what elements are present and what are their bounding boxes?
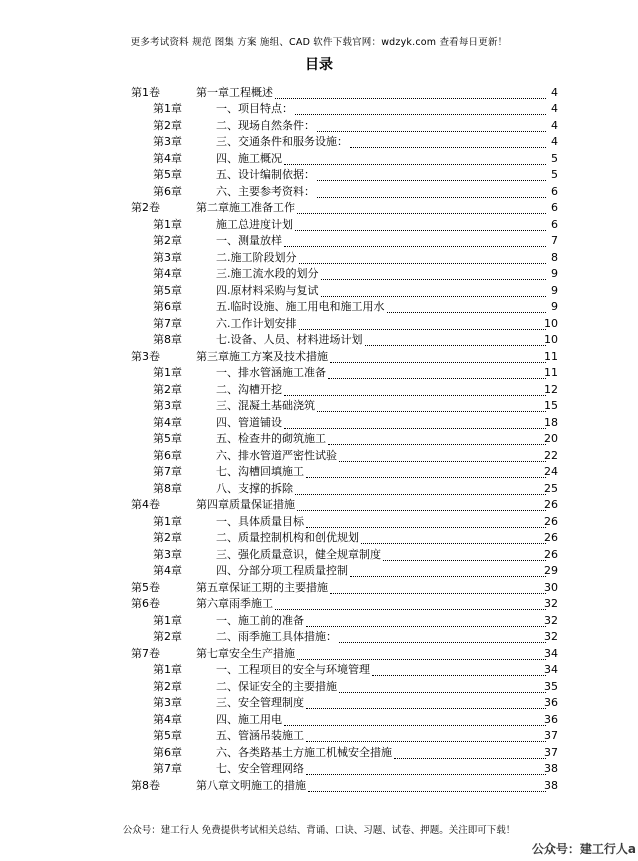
toc-entry-number: 第1章	[153, 663, 182, 676]
toc-chapter-entry[interactable]	[0, 627, 638, 644]
page-header: 更多考试资料 规范 图集 方案 施组、CAD 软件下载官网：wdzyk.com 查看每日更新！	[130, 37, 508, 48]
toc-entry-title: 五、设计编制依据：	[216, 168, 315, 181]
page-footer: 公众号：建工行人 免费提供考试相关总结、背诵、口诀、习题、试卷、押题。关注即可下载！	[122, 825, 516, 836]
toc-entry-title: 七.设备、人员、材料进场计划	[216, 333, 363, 346]
toc-entry-title: 第八章文明施工的措施	[196, 778, 306, 792]
toc-entry-title: 五.临时设施、施工用电和施工用水	[216, 300, 385, 313]
toc-entry-number: 第1章	[153, 102, 182, 115]
toc-leader-dots	[299, 320, 547, 330]
toc-chapter-entry[interactable]	[0, 297, 638, 314]
toc-entry-number: 第4章	[153, 151, 182, 165]
toc-leader-dots	[284, 155, 546, 165]
toc-page-number: 7	[551, 234, 558, 247]
toc-page-number: 6	[551, 217, 558, 231]
toc-entry-number: 第3章	[153, 547, 182, 561]
toc-page-number: 37	[544, 729, 558, 742]
toc-entry-title: 三、交通条件和服务设施：	[216, 135, 348, 148]
toc-chapter-entry[interactable]	[0, 363, 638, 380]
toc-entry-title: 第六章雨季施工	[196, 597, 273, 610]
toc-page-number: 35	[544, 679, 558, 693]
toc-entry-title-line	[196, 597, 548, 610]
toc-chapter-entry[interactable]	[0, 247, 638, 264]
toc-entry-title: 三、安全管理制度	[216, 696, 304, 709]
toc-entry-number: 第2章	[153, 679, 182, 693]
toc-entry-number: 第6章	[153, 184, 182, 198]
toc-entry-number: 第3章	[153, 399, 182, 412]
toc-page-number: 5	[551, 151, 558, 165]
toc-leader-dots	[361, 534, 546, 544]
toc-entry-title: 六、各类路基土方施工机械安全措施	[216, 745, 392, 759]
toc-entry-title: 一、工程项目的安全与环境管理	[216, 663, 370, 676]
toc-leader-dots	[330, 584, 546, 594]
toc-entry-title-line	[216, 416, 548, 429]
toc-chapter-entry[interactable]	[0, 676, 638, 693]
toc-page-number: 4	[551, 135, 558, 148]
toc-entry-number: 第5章	[153, 729, 182, 742]
toc-entry-title-line	[216, 218, 548, 231]
toc-chapter-entry[interactable]	[0, 693, 638, 710]
toc-entry-title-line	[216, 548, 548, 561]
toc-chapter-entry[interactable]	[0, 280, 638, 297]
toc-entry-number: 第4章	[153, 712, 182, 726]
toc-entry-title-line	[216, 680, 548, 693]
toc-leader-dots	[284, 237, 546, 247]
toc-volume-entry[interactable]	[0, 198, 638, 215]
toc-entry-number: 第2章	[153, 234, 182, 247]
toc-entry-number: 第7卷	[131, 646, 160, 660]
toc-entry-title: 二、质量控制机构和创优规划	[216, 531, 359, 544]
toc-entry-title-line	[216, 482, 548, 495]
toc-page-number: 9	[551, 267, 558, 280]
toc-entry-title: 三.施工流水段的划分	[216, 267, 319, 280]
toc-entry-number: 第6章	[153, 300, 182, 313]
toc-entry-title: 八、支撑的拆除	[216, 481, 293, 495]
toc-entry-title: 一、排水管涵施工准备	[216, 366, 326, 379]
toc-entry-title: 二、保证安全的主要措施	[216, 679, 337, 693]
toc-page-number: 18	[544, 415, 558, 429]
toc-leader-dots	[306, 732, 546, 742]
toc-entry-title-line	[196, 86, 548, 99]
toc-entry-title-line	[216, 119, 548, 132]
toc-leader-dots	[295, 105, 546, 115]
toc-entry-title-line	[216, 234, 548, 247]
toc-entry-title-line	[216, 713, 548, 726]
toc-chapter-entry[interactable]	[0, 660, 638, 677]
toc-entry-title: 七、沟槽回填施工	[216, 465, 304, 478]
toc-entry-title: 四、管道铺设	[216, 415, 282, 429]
toc-chapter-entry[interactable]	[0, 115, 638, 132]
toc-entry-number: 第5卷	[131, 580, 160, 594]
toc-chapter-entry[interactable]	[0, 412, 638, 429]
toc-page-number: 30	[544, 580, 558, 594]
toc-chapter-entry[interactable]	[0, 148, 638, 165]
toc-entry-title: 五、管涵吊装施工	[216, 729, 304, 742]
toc-page-number: 36	[544, 696, 558, 709]
toc-entry-number: 第2章	[153, 630, 182, 643]
toc-entry-title-line	[216, 432, 548, 445]
toc-page-number: 34	[544, 646, 558, 660]
toc-entry-title: 第四章质量保证措施	[196, 498, 295, 511]
toc-page-number: 24	[544, 465, 558, 478]
toc-entry-title-line	[216, 663, 548, 676]
toc-leader-dots	[306, 699, 546, 709]
toc-volume-entry[interactable]	[0, 577, 638, 594]
toc-entry-number: 第3章	[153, 135, 182, 148]
toc-entry-title-line	[196, 647, 548, 660]
toc-chapter-entry[interactable]	[0, 726, 638, 743]
toc-volume-entry[interactable]	[0, 643, 638, 660]
toc-entry-number: 第7章	[153, 762, 182, 775]
toc-entry-title-line	[216, 746, 548, 759]
toc-chapter-entry[interactable]	[0, 214, 638, 231]
toc-entry-title: 二.施工阶段划分	[216, 250, 297, 264]
toc-page-number: 25	[544, 481, 558, 495]
toc-entry-title: 六.工作计划安排	[216, 316, 297, 330]
toc-entry-title-line	[216, 729, 548, 742]
toc-entry-number: 第2卷	[131, 201, 160, 214]
toc-leader-dots	[339, 452, 546, 462]
toc-chapter-entry[interactable]	[0, 264, 638, 281]
toc-entry-title: 施工总进度计划	[216, 217, 293, 231]
toc-entry-number: 第1章	[153, 217, 182, 231]
toc-page-number: 38	[544, 778, 558, 792]
toc-page-number: 26	[544, 547, 558, 561]
toc-entry-number: 第6卷	[131, 597, 160, 610]
toc-volume-entry[interactable]	[0, 594, 638, 611]
toc-leader-dots	[306, 468, 546, 478]
toc-entry-number: 第1章	[153, 366, 182, 379]
toc-leader-dots	[317, 188, 546, 198]
toc-chapter-entry[interactable]	[0, 610, 638, 627]
toc-page-number: 4	[551, 85, 558, 99]
toc-entry-title-line	[216, 102, 548, 115]
toc-leader-dots	[284, 716, 546, 726]
toc-entry-title: 六、主要参考资料：	[216, 184, 315, 198]
toc-leader-dots	[306, 765, 546, 775]
toc-chapter-entry[interactable]	[0, 99, 638, 116]
toc-entry-title: 第二章施工准备工作	[196, 201, 295, 214]
toc-entry-title-line	[216, 152, 548, 165]
toc-entry-number: 第1章	[153, 514, 182, 528]
toc-entry-title: 三、强化质量意识，健全规章制度	[216, 547, 381, 561]
toc-leader-dots	[275, 600, 546, 610]
toc-page-number: 8	[551, 250, 558, 264]
toc-chapter-entry[interactable]	[0, 561, 638, 578]
toc-chapter-entry[interactable]	[0, 429, 638, 446]
toc-page-number: 26	[544, 531, 558, 544]
toc-chapter-entry[interactable]	[0, 181, 638, 198]
toc-leader-dots	[284, 386, 546, 396]
toc-entry-number: 第7章	[153, 316, 182, 330]
toc-entry-title: 第一章工程概述	[196, 85, 273, 99]
toc-leader-dots	[321, 270, 547, 280]
toc-chapter-entry[interactable]	[0, 742, 638, 759]
toc-entry-number: 第5章	[153, 283, 182, 297]
toc-chapter-entry[interactable]	[0, 759, 638, 776]
toc-page-number: 9	[551, 283, 558, 297]
toc-page-number: 37	[544, 745, 558, 759]
toc-leader-dots	[306, 518, 546, 528]
toc-leader-dots	[387, 303, 547, 313]
toc-chapter-entry[interactable]	[0, 396, 638, 413]
page-title: 目录	[305, 57, 333, 73]
toc-page-number: 29	[544, 564, 558, 577]
watermark: 公众号：建工行人a	[531, 842, 636, 856]
toc-leader-dots	[295, 485, 546, 495]
toc-entry-title-line	[216, 366, 548, 379]
toc-entry-title: 五、检查井的砌筑施工	[216, 432, 326, 445]
toc-volume-entry[interactable]	[0, 346, 638, 363]
toc-entry-title: 二、现场自然条件：	[216, 118, 315, 132]
toc-leader-dots	[350, 138, 546, 148]
toc-entry-title: 四、施工用电	[216, 712, 282, 726]
toc-page-number: 38	[544, 762, 558, 775]
toc-entry-title-line	[216, 383, 548, 396]
toc-chapter-entry[interactable]	[0, 379, 638, 396]
toc-entry-number: 第8章	[153, 333, 182, 346]
toc-entry-title-line	[216, 317, 548, 330]
toc-chapter-entry[interactable]	[0, 478, 638, 495]
toc-entry-title-line	[216, 614, 548, 627]
toc-entry-number: 第1章	[153, 613, 182, 627]
toc-chapter-entry[interactable]	[0, 544, 638, 561]
toc-entry-title-line	[216, 762, 548, 775]
toc-volume-entry[interactable]	[0, 775, 638, 792]
toc-leader-dots	[299, 254, 547, 264]
toc-entry-number: 第3章	[153, 696, 182, 709]
toc-entry-title-line	[196, 201, 548, 214]
toc-leader-dots	[330, 353, 546, 363]
toc-leader-dots	[275, 89, 546, 99]
toc-entry-title-line	[216, 168, 548, 181]
toc-leader-dots	[339, 633, 546, 643]
toc-page-number: 32	[544, 630, 558, 643]
toc-entry-title-line	[196, 350, 548, 363]
toc-entry-title-line	[216, 531, 548, 544]
toc-entry-number: 第5章	[153, 168, 182, 181]
toc-page-number: 15	[544, 399, 558, 412]
toc-entry-title-line	[216, 135, 548, 148]
toc-page-number: 32	[544, 613, 558, 627]
toc-leader-dots	[350, 567, 546, 577]
toc-leader-dots	[383, 551, 546, 561]
toc-entry-number: 第6章	[153, 745, 182, 759]
toc-entry-title-line	[216, 564, 548, 577]
toc-entry-title: 七、安全管理网络	[216, 762, 304, 775]
toc-entry-number: 第8章	[153, 481, 182, 495]
toc-entry-number: 第2章	[153, 531, 182, 544]
toc-page-number: 36	[544, 712, 558, 726]
toc-entry-title-line	[196, 498, 548, 511]
toc-entry-number: 第6章	[153, 448, 182, 462]
toc-leader-dots	[295, 221, 546, 231]
toc-page-number: 10	[544, 333, 558, 346]
toc-entry-title: 四、分部分项工程质量控制	[216, 564, 348, 577]
toc-leader-dots	[365, 336, 547, 346]
toc-leader-dots	[297, 204, 546, 214]
toc-entry-number: 第3章	[153, 250, 182, 264]
toc-entry-number: 第8卷	[131, 778, 160, 792]
toc-entry-number: 第2章	[153, 118, 182, 132]
toc-entry-title-line	[216, 465, 548, 478]
toc-entry-title-line	[216, 630, 548, 643]
toc-leader-dots	[339, 683, 546, 693]
toc-entry-title: 第七章安全生产措施	[196, 646, 295, 660]
toc-entry-number: 第4章	[153, 267, 182, 280]
toc-entry-title-line	[216, 399, 548, 412]
toc-entry-number: 第2章	[153, 382, 182, 396]
toc-entry-title-line	[216, 284, 548, 297]
toc-entry-title-line	[216, 515, 548, 528]
toc-volume-entry[interactable]	[0, 82, 638, 99]
toc-page-number: 5	[551, 168, 558, 181]
toc-entry-title-line	[216, 333, 548, 346]
toc-entry-title-line	[216, 300, 548, 313]
toc-page-number: 32	[544, 597, 558, 610]
toc-entry-title: 一、项目特点：	[216, 102, 293, 115]
toc-chapter-entry[interactable]	[0, 511, 638, 528]
toc-chapter-entry[interactable]	[0, 709, 638, 726]
toc-leader-dots	[372, 666, 546, 676]
toc-page-number: 20	[544, 432, 558, 445]
toc-chapter-entry[interactable]	[0, 165, 638, 182]
toc-chapter-entry[interactable]	[0, 528, 638, 545]
toc-entry-number: 第7章	[153, 465, 182, 478]
toc-entry-number: 第4章	[153, 415, 182, 429]
toc-entry-title-line	[216, 267, 548, 280]
toc-leader-dots	[308, 782, 546, 792]
toc-entry-title: 一、具体质量目标	[216, 514, 304, 528]
toc-entry-title: 六、排水管道严密性试验	[216, 448, 337, 462]
toc-chapter-entry[interactable]	[0, 231, 638, 248]
toc-leader-dots	[317, 122, 546, 132]
toc-entry-title-line	[196, 581, 548, 594]
toc-page-number: 11	[544, 366, 558, 379]
toc-entry-title: 一、测量放样	[216, 234, 282, 247]
toc-entry-title: 四、施工概况	[216, 151, 282, 165]
toc-entry-title: 第三章施工方案及技术措施	[196, 349, 328, 363]
toc-chapter-entry[interactable]	[0, 330, 638, 347]
toc-leader-dots	[321, 287, 547, 297]
toc-chapter-entry[interactable]	[0, 313, 638, 330]
toc-page-number: 22	[544, 448, 558, 462]
toc-page-number: 6	[551, 184, 558, 198]
toc-entry-title: 三、混凝土基础浇筑	[216, 399, 315, 412]
toc-entry-title-line	[216, 449, 548, 462]
toc-chapter-entry[interactable]	[0, 445, 638, 462]
toc-page-number: 26	[544, 498, 558, 511]
toc-entry-title: 二、沟槽开挖	[216, 382, 282, 396]
toc-page-number: 4	[551, 118, 558, 132]
toc-entry-number: 第4卷	[131, 498, 160, 511]
toc-chapter-entry[interactable]	[0, 462, 638, 479]
toc-leader-dots	[317, 402, 546, 412]
toc-volume-entry[interactable]	[0, 495, 638, 512]
toc-leader-dots	[328, 369, 546, 379]
toc-page-number: 12	[544, 382, 558, 396]
toc-entry-number: 第5章	[153, 432, 182, 445]
toc-leader-dots	[306, 617, 546, 627]
toc-entry-number: 第1卷	[131, 85, 160, 99]
toc-chapter-entry[interactable]	[0, 132, 638, 149]
toc-leader-dots	[394, 749, 546, 759]
toc-leader-dots	[297, 650, 546, 660]
toc-entry-title: 四.原材料采购与复试	[216, 283, 319, 297]
toc-leader-dots	[297, 501, 546, 511]
toc-entry-title: 第五章保证工期的主要措施	[196, 580, 328, 594]
toc-page-number: 4	[551, 102, 558, 115]
toc-page-number: 26	[544, 514, 558, 528]
toc-entry-title: 二、雨季施工具体措施：	[216, 630, 337, 643]
toc-page-number: 10	[544, 316, 558, 330]
toc-leader-dots	[284, 419, 546, 429]
toc-page-number: 11	[544, 349, 558, 363]
toc-page-number: 34	[544, 663, 558, 676]
toc-leader-dots	[328, 435, 546, 445]
toc-page-number: 9	[551, 300, 558, 313]
toc-entry-number: 第3卷	[131, 349, 160, 363]
toc-entry-title-line	[196, 779, 548, 792]
toc-leader-dots	[317, 171, 546, 181]
toc-entry-title-line	[216, 185, 548, 198]
toc-entry-number: 第4章	[153, 564, 182, 577]
toc-page-number: 6	[551, 201, 558, 214]
toc-entry-title-line	[216, 696, 548, 709]
toc-entry-title-line	[216, 251, 548, 264]
toc-entry-title: 一、施工前的准备	[216, 613, 304, 627]
